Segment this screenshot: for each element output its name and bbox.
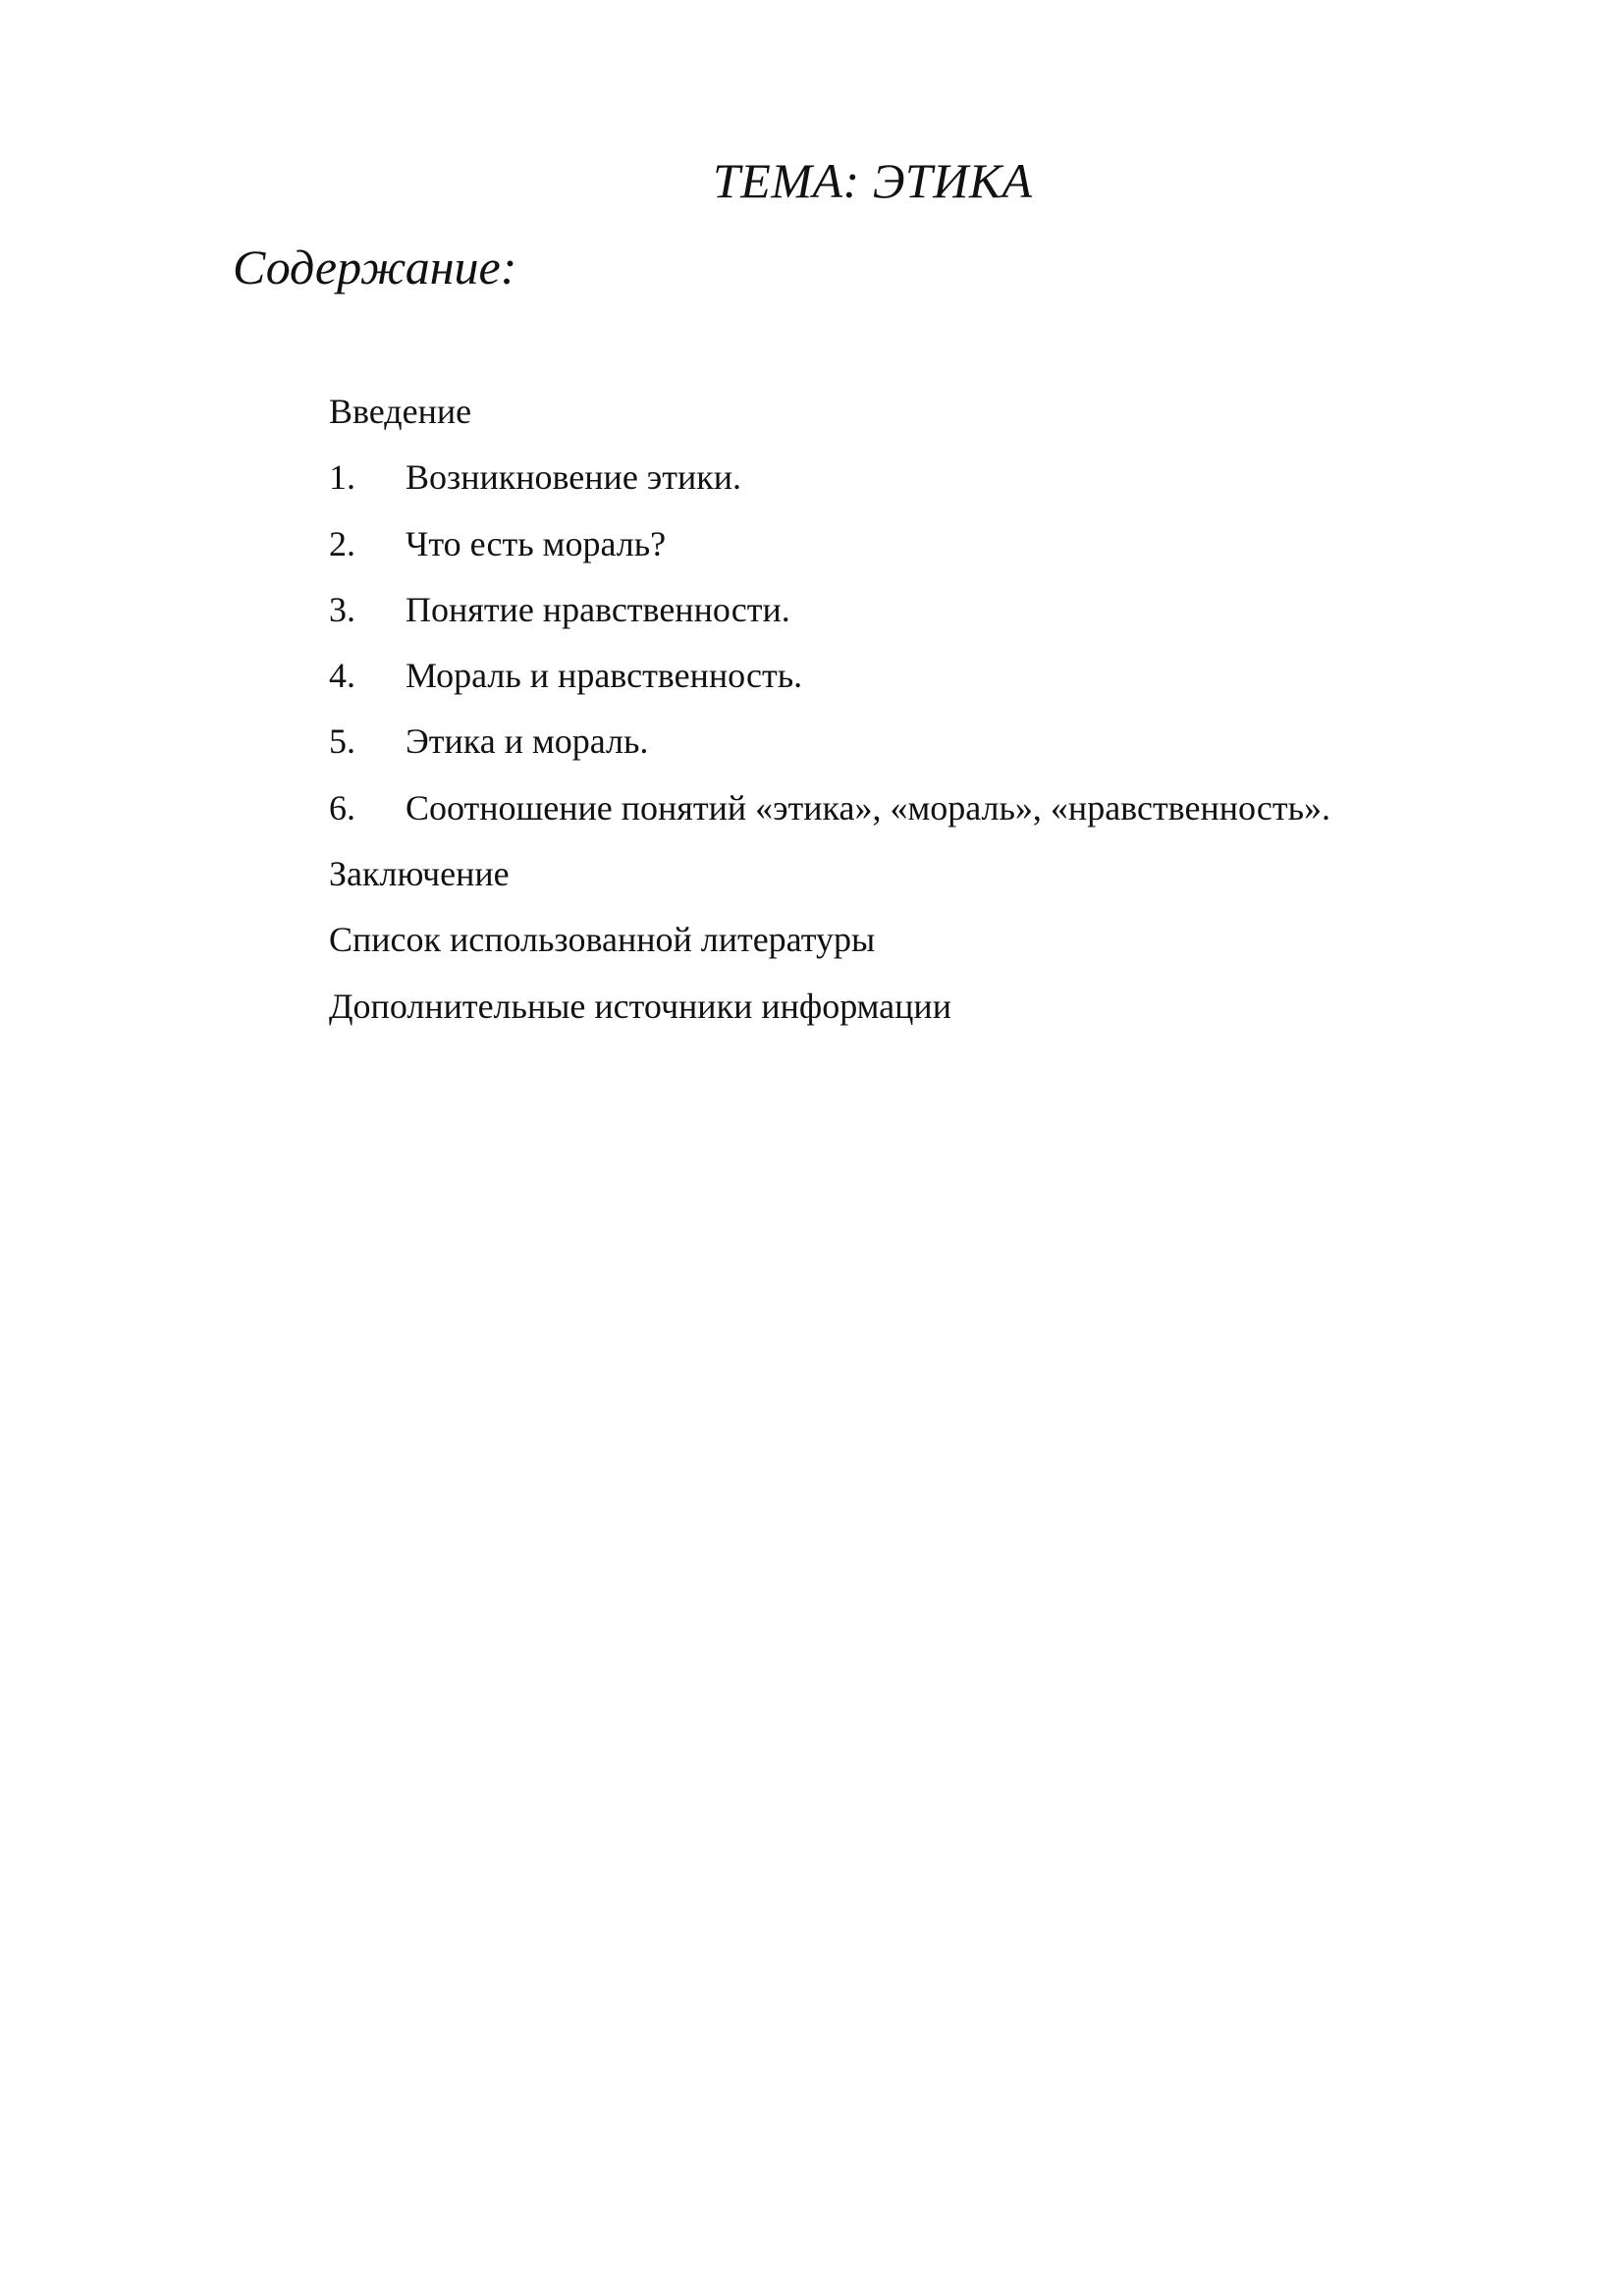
toc-item-text: Возникновение этики. [406,457,741,498]
contents-heading: Содержание: [233,240,517,294]
toc-item-text: Заключение [329,854,510,894]
toc-item-text: Соотношение понятий «этика», «мораль», «нравственность». [406,787,1330,828]
toc-item-number: 1. [329,457,355,498]
toc-item-text: Дополнительные источники информации [329,986,951,1026]
toc-item-references [329,913,1507,979]
document-title: ТЕМА: ЭТИКА [713,153,1033,208]
toc-item-number: 6. [329,787,355,828]
table-of-contents [329,385,1507,1045]
toc-item-text: Введение [329,392,472,431]
toc-item-number: 4. [329,656,355,696]
toc-item-additional-sources [329,980,1507,1045]
toc-item-number: 5. [329,721,355,762]
toc-item-3 [329,583,1507,649]
toc-item-text: Список использованной литературы [329,920,876,960]
toc-item-number: 3. [329,589,355,629]
toc-item-introduction [329,385,1507,451]
toc-item-text: Понятие нравственности. [406,589,790,629]
toc-item-1 [329,451,1507,516]
toc-item-text: Что есть мораль? [406,523,667,563]
toc-item-number: 2. [329,523,355,563]
toc-item-2 [329,517,1507,583]
toc-item-4 [329,649,1507,715]
toc-item-text: Этика и мораль. [406,721,649,762]
toc-item-conclusion [329,847,1507,913]
toc-item-5 [329,715,1507,780]
toc-item-6 [329,781,1507,847]
toc-item-text: Мораль и нравственность. [406,656,803,696]
